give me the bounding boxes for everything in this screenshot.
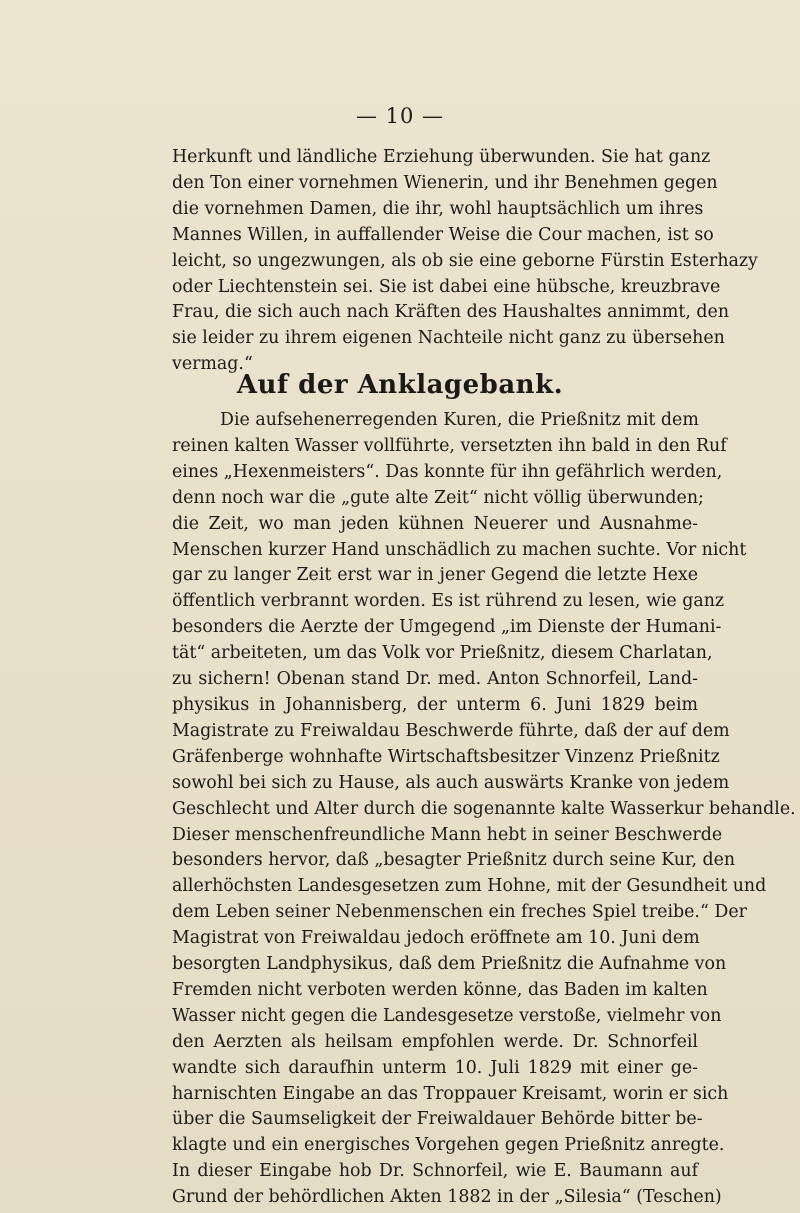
text-line: besonders hervor, daß „besagter Prießnitz durch seine Kur, den (172, 850, 736, 871)
text-line: allerhöchsten Landesgesetzen zum Hohne, mit der Gesundheit und (172, 876, 767, 897)
text-line: gar zu langer Zeit erst war in jener Gegend die letzte Hexe (172, 565, 698, 586)
text-line: öffentlich verbrannt worden. Es ist rührend zu lesen, wie ganz (172, 591, 725, 612)
text-line: leicht, so ungezwungen, als ob sie eine geborne Fürstin Esterhazy (172, 250, 758, 271)
text-line: Fremden nicht verboten werden könne, das Baden im kalten (172, 979, 708, 1000)
text-line: den Ton einer vornehmen Wienerin, und ihr Benehmen gegen (172, 172, 718, 193)
text-line: besorgten Landphysikus, daß dem Prießnitz die Aufnahme von (172, 954, 727, 975)
text-line: reinen kalten Wasser vollführte, versetzten ihn bald in den Ruf (172, 435, 727, 456)
text-line: sie leider zu ihrem eigenen Nachteile nicht ganz zu übersehen (172, 328, 725, 349)
text-line: denn noch war die „gute alte Zeit“ nicht völlig überwunden; (172, 487, 704, 508)
text-line: physikus in Johannisberg, der unterm 6. Juni 1829 beim (172, 694, 698, 715)
text-line: Menschen kurzer Hand unschädlich zu machen suchte. Vor nicht (172, 539, 747, 560)
page-number: — 10 — (355, 104, 445, 128)
text-line: die vornehmen Damen, die ihr, wohl hauptsächlich um ihres (172, 198, 704, 219)
text-line: In dieser Eingabe hob Dr. Schnorfeil, wie E. Baumann auf (172, 1161, 698, 1182)
text-line: eines „Hexenmeisters“. Das konnte für ihn gefährlich werden, (172, 461, 723, 482)
text-line: tät“ arbeiteten, um das Volk vor Prießnitz, diesem Charlatan, (172, 643, 713, 664)
text-line: Die aufsehenerregenden Kuren, die Prießnitz mit dem (220, 410, 699, 430)
text-line: sowohl bei sich zu Hause, als auch auswärts Kranke von jedem (172, 772, 730, 793)
text-line: klagte und ein energisches Vorgehen gegen Prießnitz anregte. (172, 1135, 725, 1156)
text-line: dem Leben seiner Nebenmenschen ein freches Spiel treibe.“ Der (172, 902, 747, 923)
text-line: Frau, die sich auch nach Kräften des Haushaltes annimmt, den (172, 302, 730, 323)
text-line: wandte sich daraufhin unterm 10. Juli 1829 mit einer ge- (172, 1057, 698, 1078)
text-line: oder Liechtenstein sei. Sie ist dabei eine hübsche, kreuzbrave (172, 276, 721, 297)
text-line: besonders die Aerzte der Umgegend „im Dienste der Humani- (172, 617, 722, 638)
text-line: Mannes Willen, in auffallender Weise die Cour machen, ist so (172, 224, 714, 245)
paragraph-section (172, 408, 796, 1211)
text-line: Herkunft und ländliche Erziehung überwunden. Sie hat ganz (172, 147, 711, 167)
text-line: Dieser menschenfreundliche Mann hebt in seiner Beschwerde (172, 824, 723, 845)
text-line: vermag.“ (172, 354, 253, 375)
section-heading: Auf der Anklagebank. (236, 370, 564, 400)
text-line: über die Saumseligkeit der Freiwaldauer Behörde bitter be- (172, 1109, 703, 1130)
text-line: Magistrate zu Freiwaldau Beschwerde führte, daß der auf dem (172, 720, 730, 741)
paragraph-continued (172, 145, 758, 378)
text-line: Gräfenberge wohnhafte Wirtschaftsbesitzer Vinzenz Prießnitz (172, 746, 720, 767)
text-line: den Aerzten als heilsam empfohlen werde. Dr. Schnorfeil (172, 1031, 698, 1052)
text-line: Grund der behördlichen Akten 1882 in der „Silesia“ (Teschen) (172, 1187, 722, 1208)
text-line: zu sichern! Obenan stand Dr. med. Anton Schnorfeil, Land- (172, 669, 698, 690)
text-line: Wasser nicht gegen die Landesgesetze verstoße, vielmehr von (172, 1005, 722, 1026)
text-line: Magistrat von Freiwaldau jedoch eröffnete am 10. Juni dem (172, 928, 700, 949)
text-line: Geschlecht und Alter durch die sogenannte kalte Wasserkur behandle. (172, 798, 796, 819)
text-line: die Zeit, wo man jeden kühnen Neuerer und Ausnahme- (172, 513, 698, 534)
text-line: harnischten Eingabe an das Troppauer Kreisamt, worin er sich (172, 1083, 729, 1104)
